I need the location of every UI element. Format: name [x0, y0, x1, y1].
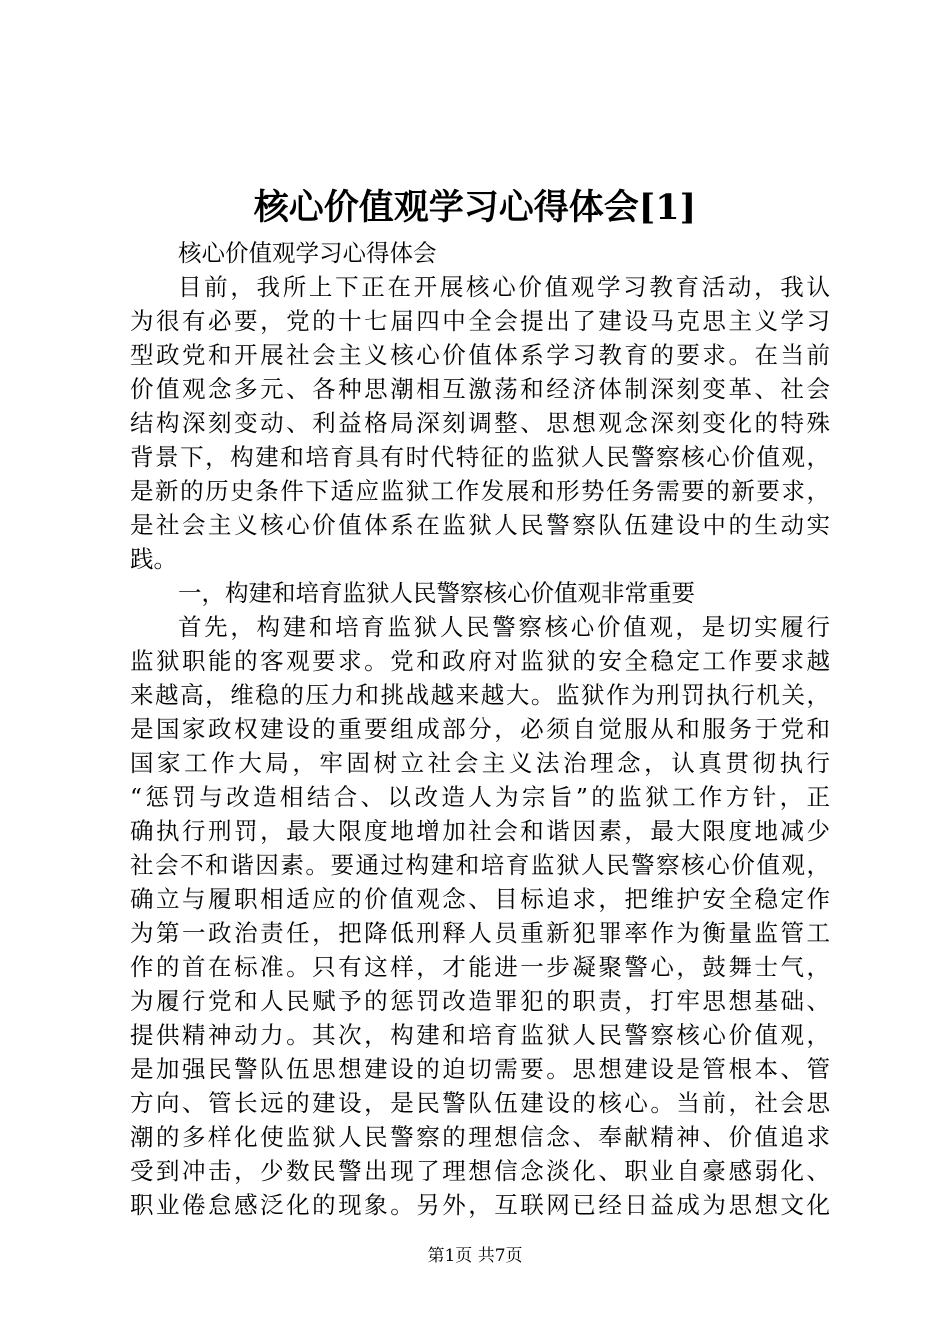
paragraph-line: 方向、管长远的建设，是民警队伍建设的核心。当前，社会思	[130, 1089, 830, 1117]
paragraph-line: 来越高，维稳的压力和挑战越来越大。监狱作为刑罚执行机关，	[130, 681, 830, 709]
paragraph-line: 社会不和谐因素。要通过构建和培育监狱人民警察核心价值观，	[130, 851, 830, 879]
paragraph-line: 价值观念多元、各种思潮相互激荡和经济体制深刻变革、社会	[130, 375, 830, 403]
paragraph-line: 为很有必要，党的十七届四中全会提出了建设马克思主义学习	[130, 307, 830, 335]
paragraph-line: 践。	[130, 545, 177, 573]
paragraph-line: 潮的多样化使监狱人民警察的理想信念、奉献精神、价值追求	[130, 1123, 830, 1151]
paragraph-line: 为第一政治责任，把降低刑释人员重新犯罪率作为衡量监管工	[130, 919, 830, 947]
paragraph-line: 是新的历史条件下适应监狱工作发展和形势任务需要的新要求，	[130, 477, 830, 505]
paragraph-line: 是国家政权建设的重要组成部分，必须自觉服从和服务于党和	[130, 715, 830, 743]
paragraph-line: 国家工作大局，牢固树立社会主义法治理念，认真贯彻执行	[130, 749, 830, 777]
paragraph-line: 确执行刑罚，最大限度地增加社会和谐因素，最大限度地减少	[130, 817, 830, 845]
paragraph-line: 首先，构建和培育监狱人民警察核心价值观，是切实履行	[178, 613, 830, 641]
paragraph-line: 背景下，构建和培育具有时代特征的监狱人民警察核心价值观，	[130, 443, 830, 471]
paragraph-line: 职业倦怠感泛化的现象。另外，互联网已经日益成为思想文化	[130, 1191, 830, 1219]
paragraph-line: 监狱职能的客观要求。党和政府对监狱的安全稳定工作要求越	[130, 647, 830, 675]
subtitle-line: 核心价值观学习心得体会	[178, 239, 437, 267]
paragraph-line: “惩罚与改造相结合、以改造人为宗旨”的监狱工作方针，正	[130, 783, 830, 811]
paragraph-line: 结构深刻变动、利益格局深刻调整、思想观念深刻变化的特殊	[130, 409, 830, 437]
paragraph-line: 确立与履职相适应的价值观念、目标追求，把维护安全稳定作	[130, 885, 830, 913]
paragraph-line: 提供精神动力。其次，构建和培育监狱人民警察核心价值观，	[130, 1021, 830, 1049]
section-heading: 一，构建和培育监狱人民警察核心价值观非常重要	[178, 579, 695, 607]
document-title: 核心价值观学习心得体会[1]	[253, 187, 697, 228]
paragraph-line: 作的首在标准。只有这样，才能进一步凝聚警心，鼓舞士气，	[130, 953, 830, 981]
paragraph-line: 目前，我所上下正在开展核心价值观学习教育活动，我认	[178, 273, 830, 301]
paragraph-line: 型政党和开展社会主义核心价值体系学习教育的要求。在当前	[130, 341, 830, 369]
page-footer: 第1页 共7页	[427, 1246, 523, 1266]
paragraph-line: 为履行党和人民赋予的惩罚改造罪犯的职责，打牢思想基础、	[130, 987, 830, 1015]
paragraph-line: 是社会主义核心价值体系在监狱人民警察队伍建设中的生动实	[130, 511, 830, 539]
paragraph-line: 是加强民警队伍思想建设的迫切需要。思想建设是管根本、管	[130, 1055, 830, 1083]
paragraph-line: 受到冲击，少数民警出现了理想信念淡化、职业自豪感弱化、	[130, 1157, 830, 1185]
